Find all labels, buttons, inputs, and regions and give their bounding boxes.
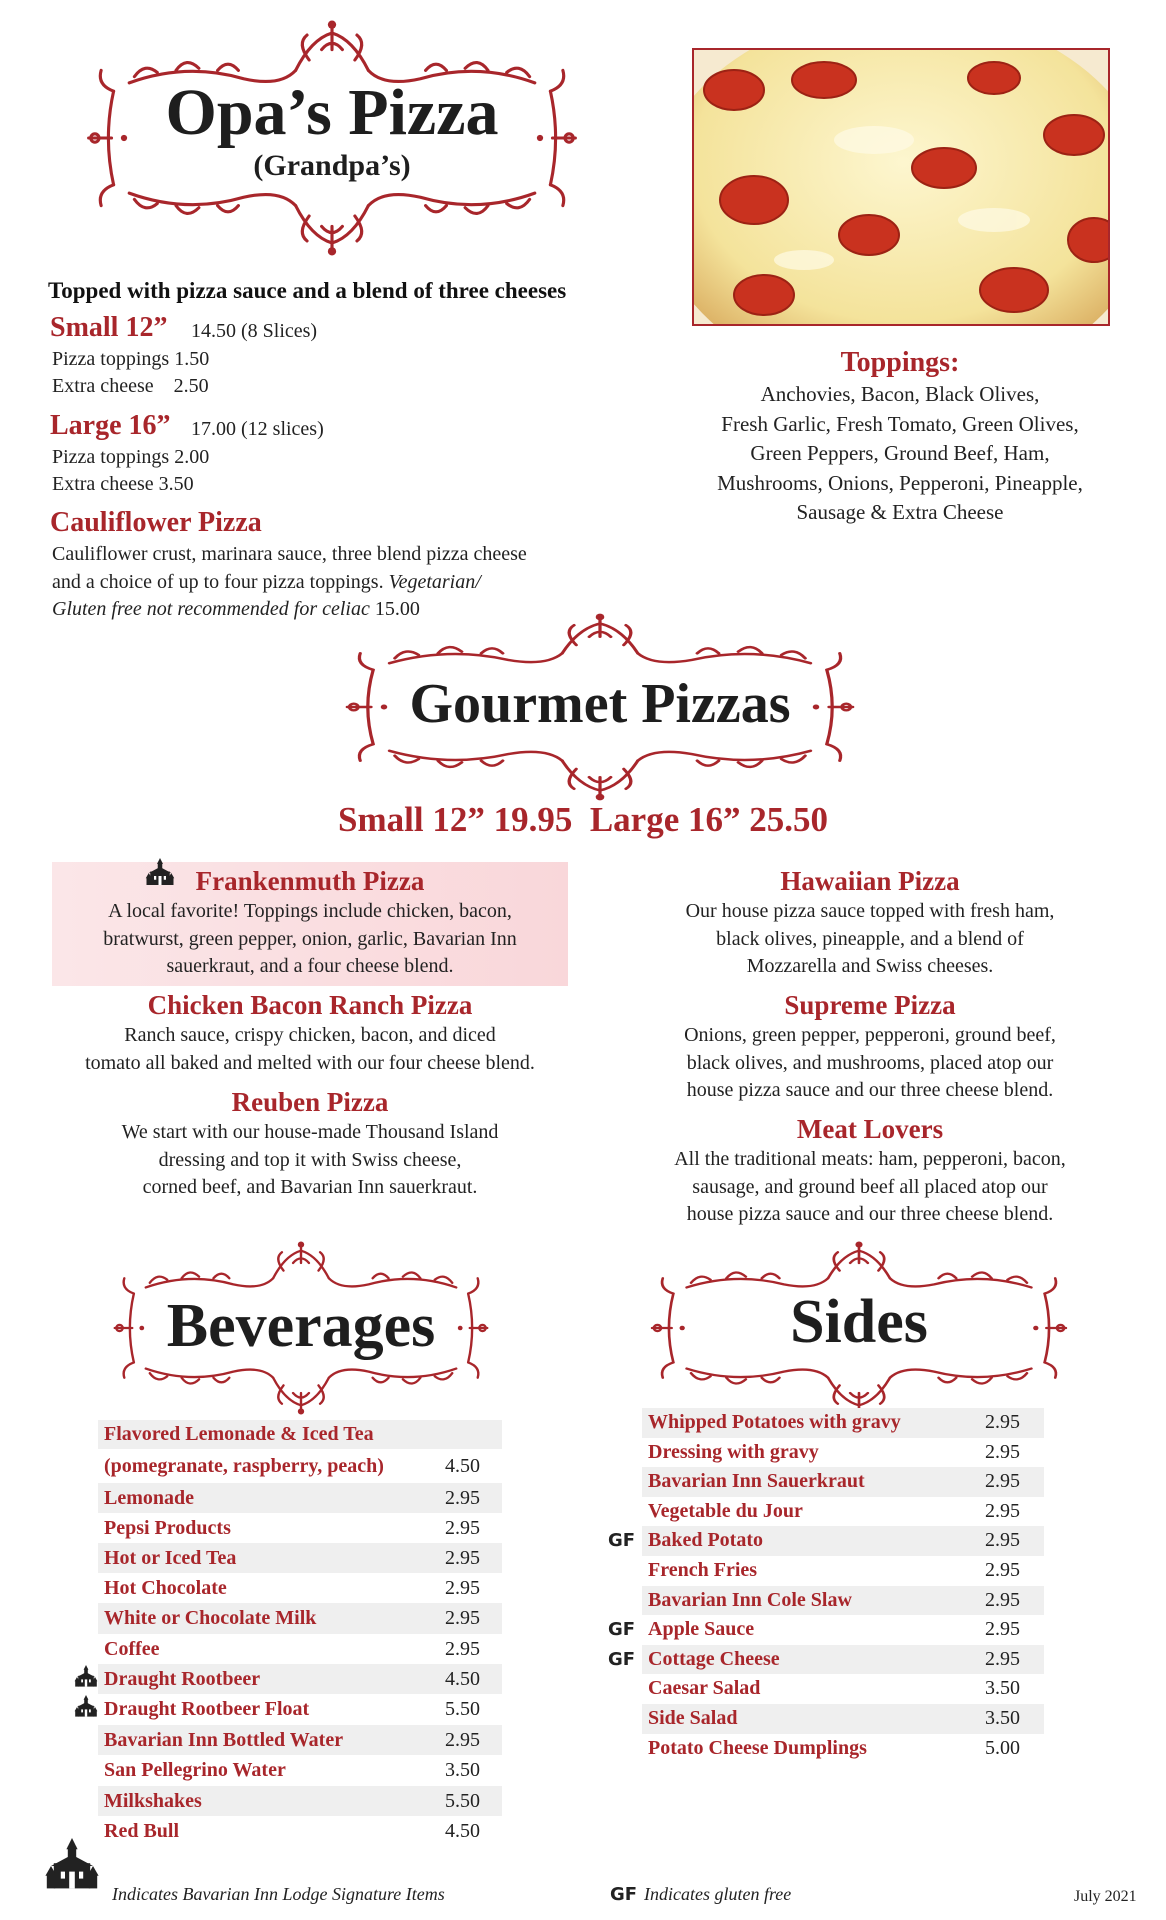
description-line: corned beef, and Bavarian Inn sauerkraut. bbox=[142, 1176, 478, 1198]
beverage-name: Milkshakes bbox=[104, 1790, 202, 1812]
side-name: Bavarian Inn Sauerkraut bbox=[648, 1470, 865, 1493]
beverage-price: 2.95 bbox=[445, 1487, 480, 1509]
beverage-name: Draught Rootbeer Float bbox=[104, 1698, 310, 1720]
toppings-title: Toppings: bbox=[840, 347, 960, 378]
beverages-title: Beverages bbox=[166, 1292, 436, 1360]
beverage-name: San Pellegrino Water bbox=[104, 1759, 286, 1781]
side-price: 2.95 bbox=[985, 1440, 1020, 1463]
description-line: sausage, and ground beef all placed atop our bbox=[692, 1175, 1048, 1198]
description-line: dressing and top it with Swiss cheese, bbox=[158, 1148, 462, 1171]
small-toppings-price: Pizza toppings 1.50 bbox=[52, 348, 210, 370]
toppings-line: Green Peppers, Ground Beef, Ham, bbox=[750, 441, 1050, 465]
gourmet-pizza-description bbox=[570, 898, 1166, 981]
description-line: Our house pizza sauce topped with fresh ham, bbox=[685, 900, 1055, 922]
beverage-row bbox=[98, 1664, 502, 1694]
bavarian-inn-signature-icon bbox=[74, 1665, 98, 1689]
side-price: 2.95 bbox=[985, 1470, 1020, 1493]
description-line: black olives, and mushrooms, placed atop our bbox=[686, 1051, 1054, 1074]
beverage-name: White or Chocolate Milk bbox=[104, 1607, 317, 1629]
side-price: 2.95 bbox=[985, 1529, 1020, 1552]
large-size-label: Large 16” bbox=[50, 410, 171, 441]
gourmet-pizza-description bbox=[570, 1146, 1166, 1229]
gourmet-pizza-name: Chicken Bacon Ranch Pizza bbox=[147, 990, 473, 1020]
large-extra-cheese-price: Extra cheese 3.50 bbox=[52, 473, 194, 495]
gluten-free-marker: GF bbox=[608, 1530, 636, 1552]
opas-pizza-title-frame bbox=[72, 18, 592, 258]
large-toppings-price: Pizza toppings 2.00 bbox=[52, 446, 210, 468]
bavarian-inn-signature-icon bbox=[74, 1695, 98, 1719]
side-price: 3.50 bbox=[985, 1677, 1020, 1700]
gourmet-pizza-name: Reuben Pizza bbox=[231, 1087, 389, 1117]
toppings-list bbox=[660, 380, 1140, 528]
beverage-row bbox=[98, 1573, 502, 1603]
gourmet-pizza-description bbox=[10, 1119, 610, 1202]
side-row bbox=[642, 1556, 1044, 1586]
description-line: Mozzarella and Swiss cheeses. bbox=[746, 955, 994, 977]
gluten-free-marker: GF bbox=[610, 1884, 638, 1905]
gourmet-size-prices: Small 12” 19.95 Large 16” 25.50 bbox=[338, 800, 828, 839]
gourmet-pizza-description bbox=[570, 1022, 1166, 1105]
sides-list bbox=[608, 1408, 1044, 1763]
beverage-name: (pomegranate, raspberry, peach) bbox=[104, 1455, 384, 1477]
side-price: 3.50 bbox=[985, 1706, 1020, 1729]
page-title: Opa’s Pizza bbox=[165, 76, 499, 149]
gourmet-pizza-description bbox=[10, 1022, 610, 1077]
description-line: house pizza sauce and our three cheese blend. bbox=[686, 1203, 1054, 1225]
small-extra-cheese-price: Extra cheese 2.50 bbox=[52, 375, 209, 397]
beverage-price: 5.50 bbox=[445, 1790, 480, 1812]
description-line: Onions, green pepper, pepperoni, ground beef, bbox=[684, 1024, 1056, 1046]
beverage-row bbox=[98, 1816, 502, 1846]
classic-tagline: Topped with pizza sauce and a blend of three cheeses bbox=[48, 278, 567, 303]
beverage-price: 4.50 bbox=[445, 1820, 480, 1842]
side-price: 2.95 bbox=[985, 1411, 1020, 1433]
side-name: Vegetable du Jour bbox=[648, 1499, 803, 1522]
side-name: Caesar Salad bbox=[648, 1677, 761, 1700]
side-price: 2.95 bbox=[985, 1618, 1020, 1641]
side-price: 2.95 bbox=[985, 1499, 1020, 1522]
bavarian-inn-lodge-icon bbox=[44, 1838, 100, 1894]
description-line: house pizza sauce and our three cheese blend. bbox=[686, 1079, 1054, 1101]
beverage-name: Lemonade bbox=[104, 1487, 194, 1509]
beverage-row bbox=[98, 1449, 502, 1483]
beverage-price: 5.50 bbox=[445, 1698, 480, 1720]
side-row bbox=[642, 1674, 1044, 1704]
gluten-free-marker: GF bbox=[608, 1619, 636, 1641]
gourmet-pizza-name: Frankenmuth Pizza bbox=[195, 866, 425, 896]
cauliflower-description-line2: and a choice of up to four pizza toppings. Vegetarian/ bbox=[52, 571, 481, 593]
description-line: sauerkraut, and a four cheese blend. bbox=[166, 955, 454, 977]
side-name: Apple Sauce bbox=[648, 1618, 755, 1641]
toppings-line: Fresh Garlic, Fresh Tomato, Green Olives, bbox=[721, 411, 1079, 436]
toppings-line: Mushrooms, Onions, Pepperoni, Pineapple, bbox=[717, 470, 1083, 495]
beverage-row bbox=[98, 1725, 502, 1755]
small-size-label: Small 12” bbox=[50, 312, 168, 343]
beverage-price: 2.95 bbox=[445, 1577, 480, 1599]
side-row bbox=[608, 1526, 1044, 1556]
side-row bbox=[642, 1497, 1044, 1527]
beverage-row bbox=[98, 1603, 502, 1634]
beverage-row bbox=[98, 1513, 502, 1543]
large-size-price: 17.00 (12 slices) bbox=[191, 418, 324, 440]
beverage-name: Red Bull bbox=[104, 1820, 180, 1842]
side-price: 2.95 bbox=[985, 1558, 1020, 1581]
beverage-price: 2.95 bbox=[445, 1547, 480, 1569]
gourmet-pizza-name: Hawaiian Pizza bbox=[780, 866, 960, 896]
side-price: 5.00 bbox=[985, 1736, 1020, 1759]
beverages-list bbox=[98, 1420, 502, 1846]
cauliflower-description-line3: Gluten free not recommended for celiac 15.00 bbox=[52, 598, 420, 620]
beverage-row bbox=[98, 1786, 502, 1816]
gourmet-pizza-name: Meat Lovers bbox=[796, 1114, 944, 1144]
side-name: Potato Cheese Dumplings bbox=[648, 1736, 867, 1759]
menu-date: July 2021 bbox=[1074, 1888, 1137, 1905]
description-line: A local favorite! Toppings include chicken, bacon, bbox=[108, 900, 512, 922]
beverage-name: Pepsi Products bbox=[104, 1517, 231, 1539]
gourmet-title-frame bbox=[330, 612, 870, 802]
side-name: Baked Potato bbox=[648, 1529, 763, 1552]
description-line: Ranch sauce, crispy chicken, bacon, and diced bbox=[124, 1024, 496, 1046]
side-price: 2.95 bbox=[985, 1588, 1020, 1611]
toppings-section bbox=[660, 346, 1140, 528]
side-row bbox=[642, 1467, 1044, 1497]
cauliflower-description-line1: Cauliflower crust, marinara sauce, three blend pizza cheese bbox=[52, 543, 527, 565]
beverage-name: Hot Chocolate bbox=[104, 1577, 227, 1599]
sides-title: Sides bbox=[790, 1288, 928, 1356]
pizza-image-icon bbox=[694, 50, 1110, 326]
side-name: Bavarian Inn Cole Slaw bbox=[648, 1588, 852, 1611]
beverage-row bbox=[98, 1483, 502, 1513]
beverage-price: 2.95 bbox=[445, 1638, 480, 1660]
side-row bbox=[642, 1704, 1044, 1734]
beverage-name: Coffee bbox=[104, 1638, 160, 1660]
beverage-price: 3.50 bbox=[445, 1759, 480, 1781]
gluten-free-marker: GF bbox=[608, 1648, 636, 1670]
small-size-price: 14.50 (8 Slices) bbox=[191, 320, 318, 342]
beverage-row bbox=[98, 1420, 502, 1449]
beverage-name: Draught Rootbeer bbox=[104, 1668, 261, 1690]
toppings-line: Sausage & Extra Cheese bbox=[796, 500, 1004, 524]
description-line: tomato all baked and melted with our four cheese blend. bbox=[85, 1051, 535, 1074]
side-price: 2.95 bbox=[985, 1647, 1020, 1670]
beverage-price: 4.50 bbox=[445, 1455, 480, 1477]
beverage-row bbox=[98, 1755, 502, 1786]
gourmet-title: Gourmet Pizzas bbox=[409, 673, 791, 735]
beverage-name: Flavored Lemonade & Iced Tea bbox=[104, 1423, 374, 1445]
side-row bbox=[608, 1615, 1044, 1645]
beverage-row bbox=[98, 1634, 502, 1664]
side-name: Cottage Cheese bbox=[648, 1647, 780, 1670]
side-row bbox=[608, 1645, 1044, 1675]
cauliflower-pizza-title: Cauliflower Pizza bbox=[50, 507, 262, 538]
side-name: Whipped Potatoes with gravy bbox=[648, 1411, 901, 1433]
beverage-name: Hot or Iced Tea bbox=[104, 1547, 237, 1569]
beverage-row bbox=[98, 1543, 502, 1573]
side-row bbox=[642, 1734, 1044, 1764]
description-line: We start with our house-made Thousand Island bbox=[121, 1121, 499, 1143]
gluten-free-note: Indicates gluten free bbox=[644, 1884, 792, 1904]
signature-items-note: Indicates Bavarian Inn Lodge Signature Items bbox=[112, 1884, 445, 1904]
beverages-title-frame bbox=[102, 1240, 500, 1416]
beverage-price: 2.95 bbox=[445, 1607, 480, 1629]
description-line: All the traditional meats: ham, pepperoni, bacon, bbox=[674, 1148, 1066, 1170]
gourmet-pizza-name: Supreme Pizza bbox=[784, 990, 956, 1020]
side-row bbox=[642, 1586, 1044, 1616]
side-name: Side Salad bbox=[648, 1706, 738, 1729]
side-row bbox=[642, 1438, 1044, 1468]
gourmet-pizza-description bbox=[10, 898, 610, 981]
side-name: French Fries bbox=[648, 1558, 758, 1581]
beverage-name: Bavarian Inn Bottled Water bbox=[104, 1729, 344, 1751]
beverage-price: 4.50 bbox=[445, 1668, 480, 1690]
side-name: Dressing with gravy bbox=[648, 1440, 819, 1463]
side-row bbox=[642, 1408, 1044, 1438]
pepperoni-pizza-photo bbox=[692, 48, 1110, 326]
page-subtitle: (Grandpa’s) bbox=[253, 149, 411, 182]
description-line: black olives, pineapple, and a blend of bbox=[716, 927, 1024, 950]
description-line: bratwurst, green pepper, onion, garlic, Bavarian Inn bbox=[103, 927, 517, 950]
beverage-price: 2.95 bbox=[445, 1729, 480, 1751]
beverage-row bbox=[98, 1694, 502, 1725]
toppings-line: Anchovies, Bacon, Black Olives, bbox=[760, 382, 1040, 406]
sides-title-frame bbox=[638, 1240, 1080, 1416]
beverage-price: 2.95 bbox=[445, 1517, 480, 1539]
